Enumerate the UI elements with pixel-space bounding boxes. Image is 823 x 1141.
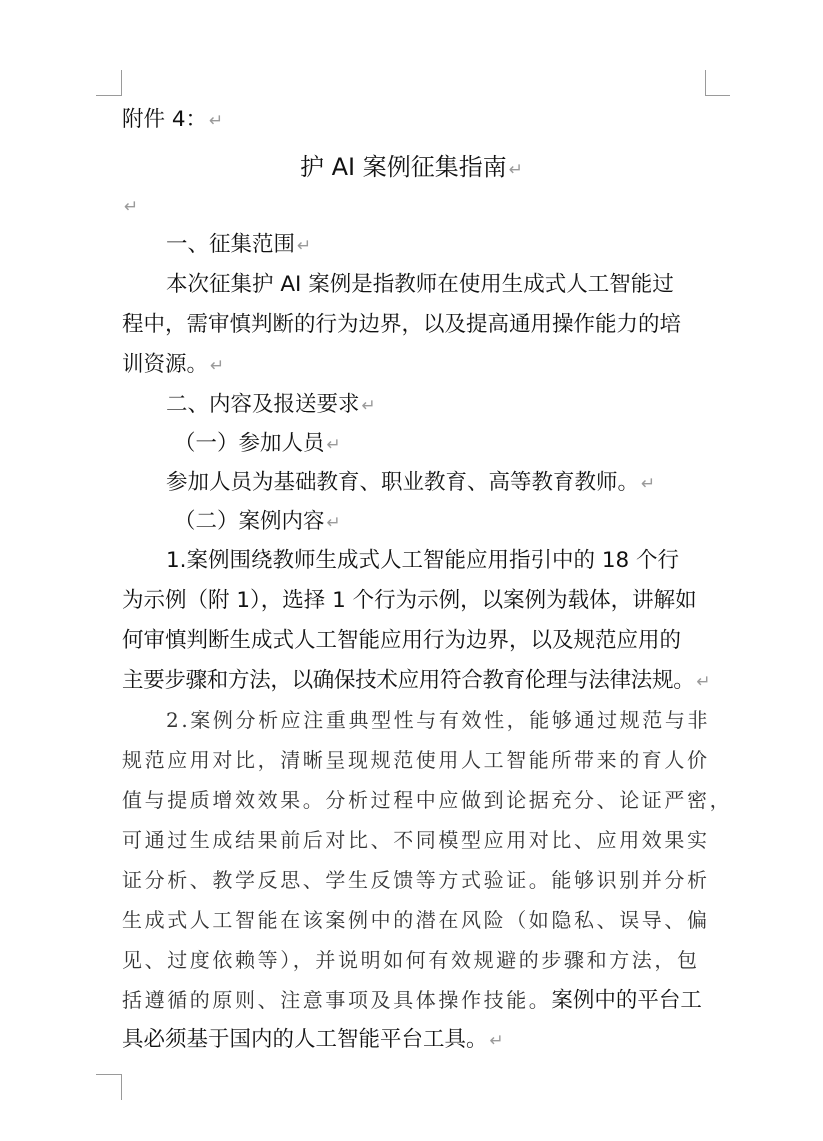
corner-mark-top-right-h [705,95,730,96]
scope-body-line: 训资源。 ↵ [122,352,225,377]
item1-line: 1.案例围绕教师生成式人工智能应用指引中的 18 个行 [166,548,680,573]
section-heading-scope: 一、征集范围 ↵ [166,232,312,257]
item2-line: 括遵循的原则、注意事项及具体操作技能。案例中的平台工 [122,988,702,1013]
subheading-participants: （一）参加人员 ↵ [174,431,341,456]
item2-last-line: 具必须基于国内的人工智能平台工具。 ↵ [122,1027,504,1052]
item2-line: 2.案例分析应注重典型性与有效性，能够通过规范与非 [166,708,711,732]
item2-line: 证分析、教学反思、学生反馈等方式验证。能够识别并分析 [122,868,710,892]
page-title: 护 AI 案例征集指南 ↵ [299,153,523,181]
paragraph-mark-icon: ↵ [489,1031,504,1051]
item2-line: 值与提质增效效果。分析过程中应做到论据充分、论证严密， [122,788,733,812]
paragraph-mark-icon: ↵ [696,672,711,692]
section-heading-requirements: 二、内容及报送要求 ↵ [166,392,376,417]
item2-line: 规范应用对比，清晰呈现规范使用人工智能所带来的育人价 [122,748,710,772]
corner-mark-bottom-left-v [121,1074,122,1100]
scope-body-line: 本次征集护 AI 案例是指教师在使用生成式人工智能过 [166,272,674,297]
paragraph-mark-icon: ↵ [361,396,376,416]
item2-bold-tail: 案例中的平台工 [551,988,702,1013]
paragraph-mark-icon: ↵ [508,160,523,180]
paragraph-mark-icon: ↵ [297,236,312,256]
item1-line: 何审慎判断生成式人工智能应用行为边界，以及规范应用的 [122,628,682,653]
item2-line: 可通过生成结果前后对比、不同模型应用对比、应用效果实 [122,828,710,852]
paragraph-mark-icon: ↵ [326,435,341,455]
paragraph-mark-icon: ↵ [124,197,139,217]
attachment-label: 附件 4： ↵ [122,107,224,132]
scope-body-line: 程中，需审慎判断的行为边界，以及提高通用操作能力的培 [122,312,682,337]
paragraph-mark-icon: ↵ [210,356,225,376]
empty-paragraph [122,186,138,226]
corner-mark-bottom-left-h [96,1074,121,1075]
item2-line: 见、过度依赖等），并说明如何有效规避的步骤和方法，包 [122,948,700,972]
item1-line: 为示例（附 1），选择 1 个行为示例，以案例为载体，讲解如 [122,588,697,613]
participants-body: 参加人员为基础教育、职业教育、高等教育教师。 ↵ [166,470,656,495]
corner-mark-top-right-v [705,70,706,96]
subheading-content: （二）案例内容 ↵ [174,509,341,534]
paragraph-mark-icon: ↵ [209,111,224,131]
paragraph-mark-icon: ↵ [641,474,656,494]
corner-mark-top-left-h [96,95,121,96]
corner-mark-top-left-v [121,70,122,96]
item2-line: 生成式人工智能在该案例中的潜在风险（如隐私、误导、偏 [122,908,710,932]
item1-line: 主要步骤和方法，以确保技术应用符合教育伦理与法律法规。 ↵ [122,668,711,693]
paragraph-mark-icon: ↵ [326,513,341,533]
